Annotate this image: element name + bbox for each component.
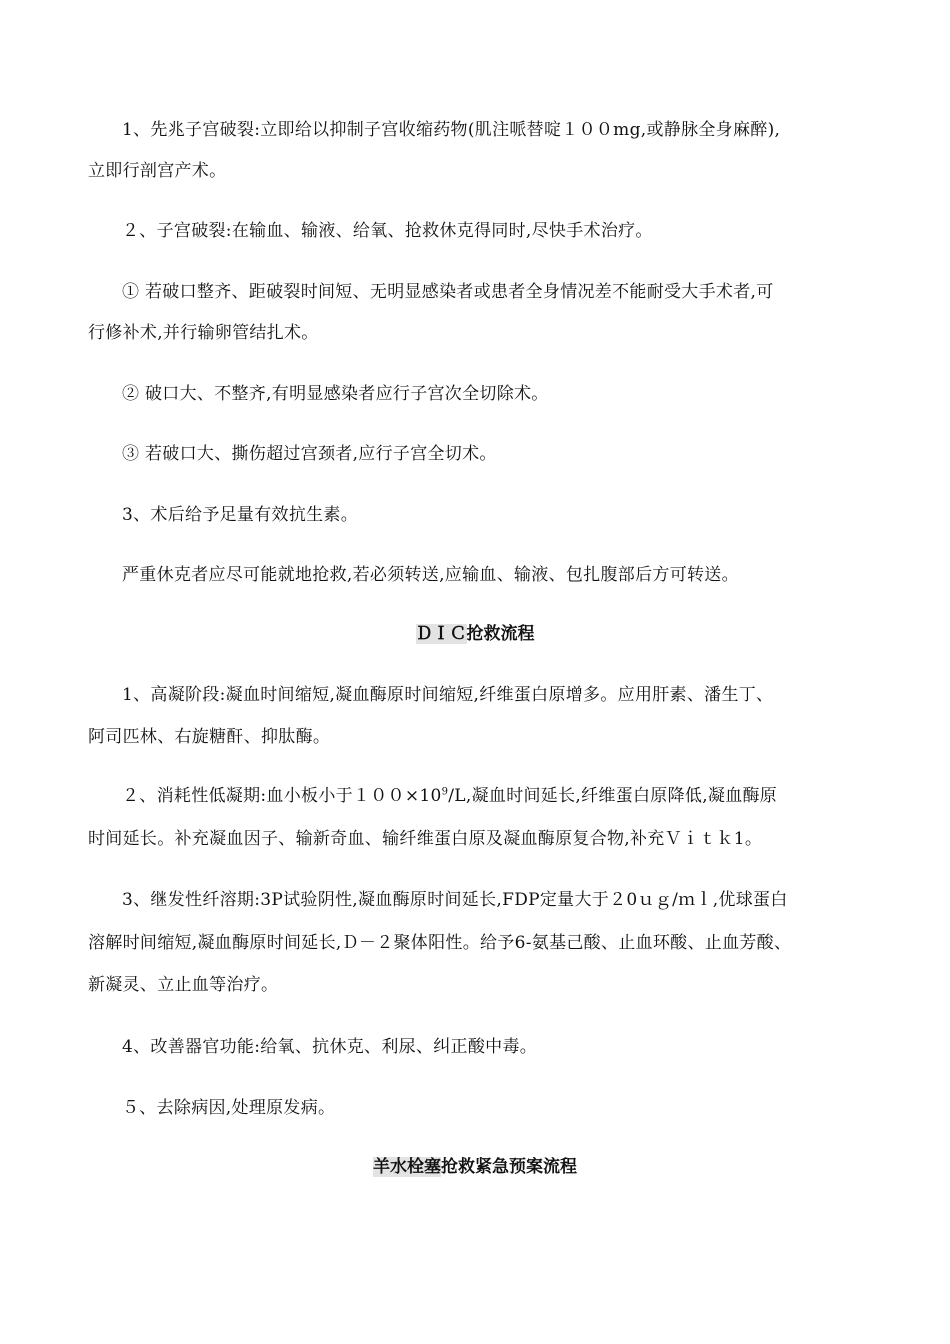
dic-item-3-line-1: 3、继发性纤溶期:3P试验阴性,凝血酶原时间延长,FDP定量大于２0ｕｇ/ｍｌ,优球蛋白 — [122, 890, 788, 910]
dic-item-2-text-b: /L,凝血时间延长,纤维蛋白原降低,凝血酶原 — [448, 786, 778, 806]
dic-item-2-line-2: 时间延长。补充凝血因子、输新奇血、输纤维蛋白原及凝血酶原复合物,补充Ｖｉｔｋ1。 — [88, 829, 763, 849]
amniotic-heading-rest: 抢救紧急预案流程 — [441, 1157, 577, 1177]
dic-item-3-line-3: 新凝灵、立止血等治疗。 — [88, 975, 279, 995]
dic-item-5: ５、去除病因,处理原发病。 — [122, 1098, 336, 1118]
rupture-item-2: ２、子宫破裂:在输血、输液、给氧、抢救休克得同时,尽快手术治疗。 — [122, 221, 653, 241]
rupture-sub-3: ③ 若破口大、撕伤超过宫颈者,应行子宫全切术。 — [122, 444, 497, 464]
dic-item-2-superscript: 9 — [441, 786, 449, 798]
dic-heading-highlight: ＤＩＣ — [415, 624, 467, 644]
dic-heading — [0, 622, 950, 646]
rupture-sub-1-line-1: ① 若破口整齐、距破裂时间短、无明显感染者或患者全身情况差不能耐受大手术者,可 — [122, 282, 774, 302]
dic-item-2-line-1 — [122, 784, 777, 808]
amniotic-heading-highlight: 羊水栓塞 — [373, 1157, 441, 1177]
dic-item-1-line-1: 1、高凝阶段:凝血时间缩短,凝血酶原时间缩短,纤维蛋白原增多。应用肝素、潘生丁、 — [122, 685, 774, 705]
rupture-sub-1-line-2: 行修补术,并行输卵管结扎术。 — [88, 323, 319, 343]
amniotic-heading — [0, 1155, 950, 1179]
rupture-item-1-line-1: 1、先兆子宫破裂:立即给以抑制子宫收缩药物(肌注哌替啶１００mg,或静脉全身麻醉), — [122, 120, 781, 140]
rupture-note: 严重休克者应尽可能就地抢救,若必须转送,应输血、输液、包扎腹部后方可转送。 — [122, 565, 739, 585]
dic-item-3-line-2: 溶解时间缩短,凝血酶原时间延长,Ｄ－２聚体阳性。给予6-氨基己酸、止血环酸、止血芳酸、 — [88, 933, 792, 953]
dic-item-1-line-2: 阿司匹林、右旋糖酐、抑肽酶。 — [88, 727, 331, 747]
rupture-item-3: 3、术后给予足量有效抗生素。 — [122, 505, 359, 525]
dic-heading-rest: 抢救流程 — [466, 624, 535, 644]
rupture-item-1-line-2: 立即行剖宫产术。 — [88, 161, 227, 181]
rupture-sub-2: ② 破口大、不整齐,有明显感染者应行子宫次全切除术。 — [122, 384, 549, 404]
dic-item-2-text-a: ２、消耗性低凝期:血小板小于１００×10 — [122, 786, 442, 806]
dic-item-4: 4、改善器官功能:给氧、抗休克、利尿、纠正酸中毒。 — [122, 1037, 538, 1057]
